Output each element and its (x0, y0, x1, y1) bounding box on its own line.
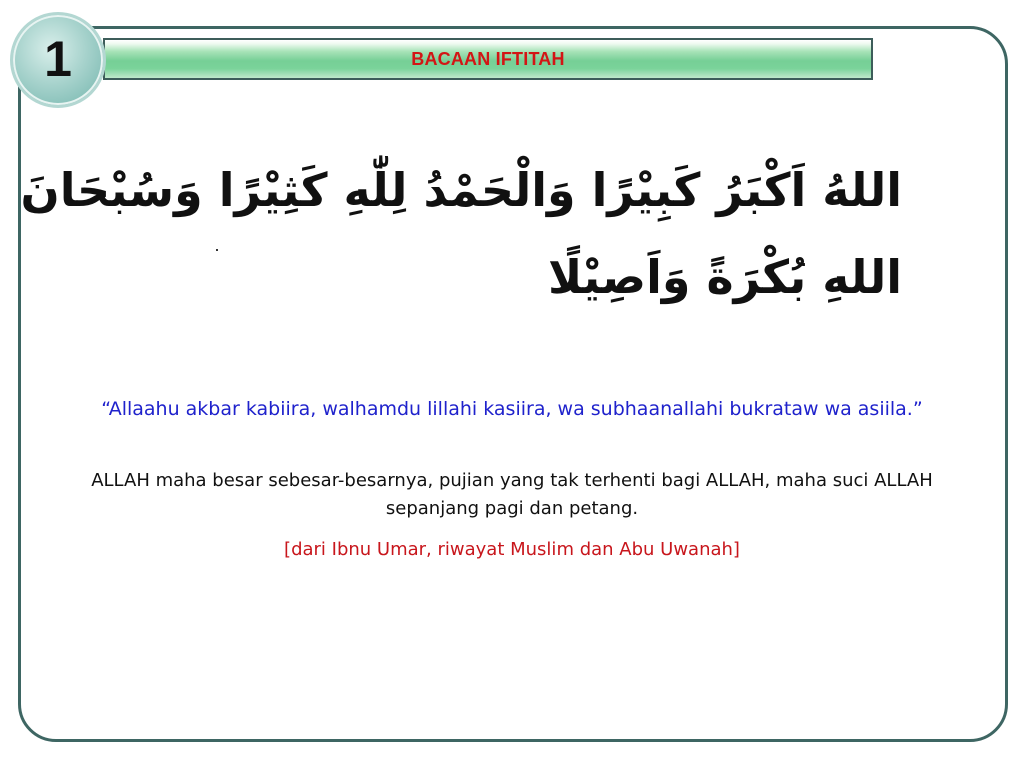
arabic-line-1: اللهُ اَكْبَرُ كَبِيْرًا وَالْحَمْدُ لِلّٰهِ كَثِيْرًا وَسُبْحَانَ (20, 163, 902, 217)
arabic-verse (20, 145, 902, 335)
slide-number: 1 (44, 31, 72, 87)
slide-number-badge (10, 12, 106, 108)
title-bar (103, 38, 873, 80)
transliteration-text: “Allaahu akbar kabiira, walhamdu lillahi kasiira, wa subhaanallahi bukrataw wa asiila.” (101, 398, 923, 420)
content-frame (18, 26, 1008, 742)
arabic-line-2: اللهِ بُكْرَةً وَاَصِيْلًا (547, 250, 902, 304)
translation-text: ALLAH maha besar sebesar-besarnya, pujian yang tak terhenti bagi ALLAH, maha suci ALLAH sepanjang pagi dan petang. (91, 470, 933, 519)
slide-title: BACAAN IFTITAH (411, 49, 565, 69)
stray-dot (216, 249, 218, 251)
source-citation: [dari Ibnu Umar, riwayat Muslim dan Abu Uwanah] (284, 539, 740, 560)
